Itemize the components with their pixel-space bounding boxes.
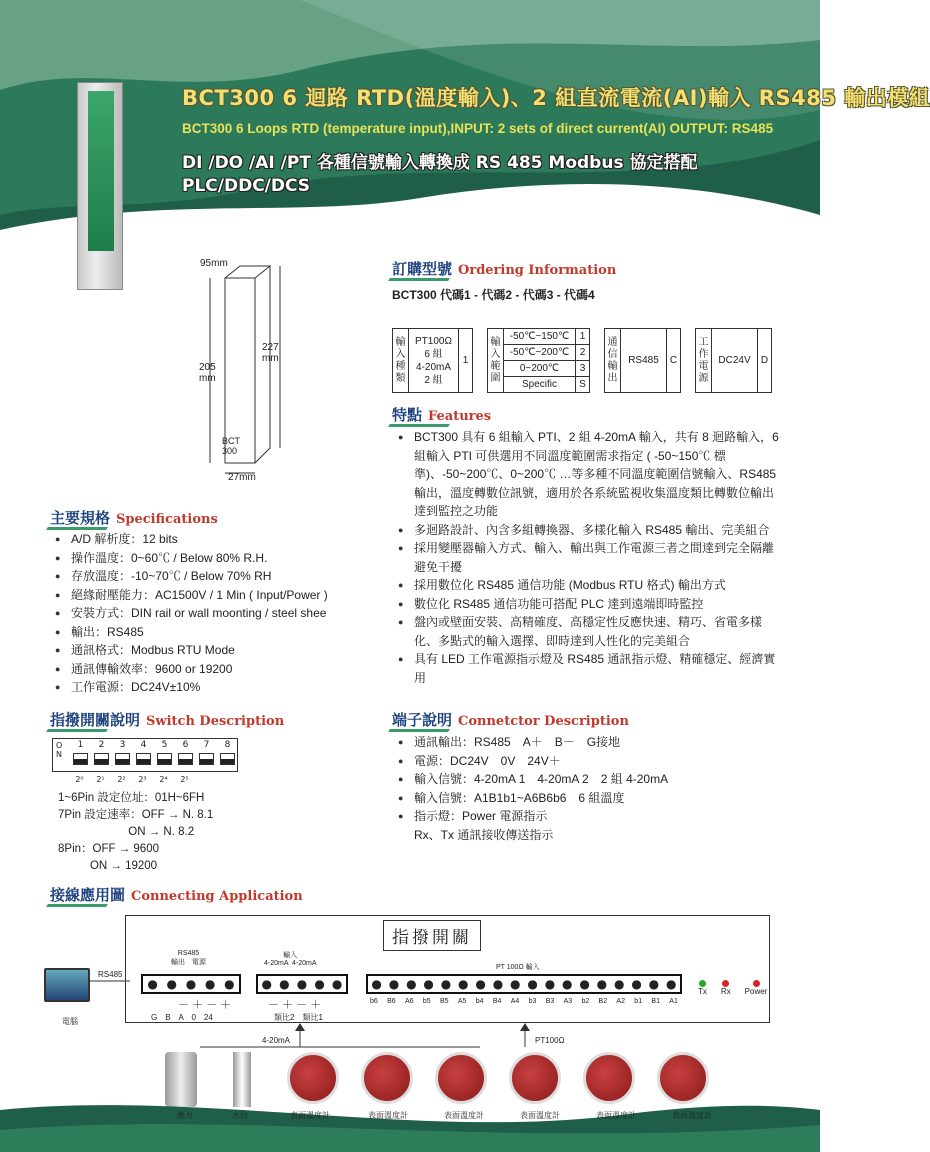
switch-heading: 指撥開關說明 Switch Description (50, 711, 285, 729)
feature-item: ● BCT300 具有 6 組輸入 PTI、2 組 4-20mA 輸入，共有 8 迴路輸入，6 組輸入 PTI 可供選用不同溫度範圍需求指定 ( -50~150℃ 標準)、-50~200℃、0~200℃ …等多種不同溫度範圍信號輸入、RS485 輸出，溫度轉數位訊號，適用於各系統監視收集溫度類比轉數位輸出達到監控之功能 (398, 428, 780, 521)
terminal-block-pt100: ● ● ● ● ● ● ● ● ● ● ● ● ● ● ● ● ● ● (366, 974, 682, 994)
spec-item: ● 通訊格式：Modbus RTU Mode (55, 641, 385, 660)
app-heading: 接線應用圖 Connecting Application (50, 886, 303, 904)
terminal-item: ● 輸入信號：A1B1b1~A6B6b6 6 組溫度 (398, 789, 778, 808)
title-en: BCT300 6 Loops RTD (temperature input),INPUT: 2 sets of direct current(AI) OUTPUT: RS485 (182, 121, 774, 136)
terminal-item: ● 指示燈：Power 電源指示 Rx、Tx 通訊接收傳送指示 (398, 807, 778, 844)
header-banner (0, 0, 930, 240)
spec-item: ● 通訊傳輸效率：9600 or 19200 (55, 660, 385, 679)
dip-weights: 2⁰ 2¹ 2² 2³ 2⁴ 2⁵ (75, 775, 189, 784)
dim-width-top: 95mm (200, 258, 228, 269)
ordering-tables (392, 328, 772, 393)
dip-numbers: 1 2 3 4 5 6 7 8 (77, 740, 231, 750)
order-group-1: 輸入種類 PT100Ω 6 組 4-20mA 2 組 1 (392, 328, 473, 393)
feature-item: ● 數位化 RS485 通信功能可搭配 PLC 達到遠端即時監控 (398, 595, 780, 614)
subtitle-2: PLC/DDC/DCS (182, 176, 311, 196)
terminal-block-rs485-power: ● ● ● ● ● (141, 974, 241, 994)
feature-item: ● 具有 LED 工作電源指示燈及 RS485 通訊指示燈、精確穩定、經濟實用 (398, 650, 780, 687)
spec-item: ● 存放溫度：-10~70℃ / Below 70% RH (55, 567, 385, 586)
product-image (77, 82, 123, 290)
dim-height-right: 227 mm (262, 342, 279, 364)
rs485-link (90, 975, 130, 987)
dip-switch: O N 1 2 3 4 5 6 7 8 (52, 738, 238, 772)
terminal-heading: 端子說明 Connetctor Description (392, 711, 629, 729)
specs-list (55, 530, 385, 697)
dim-label: BCT 300 (222, 436, 240, 456)
terminal-item: ● 電源：DC24V 0V 24V＋ (398, 752, 778, 771)
subtitle-1: DI /DO /AI /PT 各種信號輸入轉換成 RS 485 Modbus 協定搭配 (182, 153, 698, 173)
dim-height-left: 205 mm (199, 362, 216, 384)
feature-item: ● 多迴路設計、內含多組轉換器、多樣化輸入 RS485 輸出、完美組合 (398, 521, 780, 540)
dip-keys (73, 753, 235, 765)
order-group-2: 輸入範圍 -50℃~150℃ 1 -50℃~200℃ 2 0~200℃ 3 Specific S (487, 328, 590, 393)
features-heading: 特點 Features (392, 406, 492, 424)
feature-item: ● 盤內或壁面安裝、高精確度、高穩定性反應快速、精巧、省電多樣化、多點式的輸入選擇、即時達到人性化的完美組合 (398, 613, 780, 650)
header-background (0, 0, 820, 240)
order-group-4: 工作電源 DC24V D (695, 328, 772, 393)
spec-item: ● 輸出：RS485 (55, 623, 385, 642)
diagram-title: 指撥開關 (383, 920, 481, 951)
terminal-item: ● 輸入信號：4-20mA 1 4-20mA 2 2 組 4-20mA (398, 770, 778, 789)
feature-item: ● 採用變壓器輸入方式、輸入、輸出與工作電源三者之間達到完全隔離避免干擾 (398, 539, 780, 576)
spec-item: ● 操作溫度：0~60℃ / Below 80% R.H. (55, 549, 385, 568)
specs-heading: 主要規格 Specifications (50, 509, 218, 527)
wiring-diagram: 指撥開關 RS485 輸出 電源 ● ● ● ● ● － ＋ － ＋ G B A 0 24 輸入 4-20mA 4-20mA ● ● ● ● ● － ＋ － ＋ 類比2 類比1 PT 100Ω 輸入 ● ● ● ● ● ● ● ● ● ● ● ● ● ● ● ● ● ● b6 B6 A6 b5 B5 A5 b4 B4 A4 b3 B3 A3 b2 B2 A2 b1 B1 A1 Tx Rx Power (125, 915, 770, 1023)
spec-item: ● 絕緣耐壓能力：AC1500V / 1 Min ( Input/Power ) (55, 586, 385, 605)
dim-width-bottom: 27mm (228, 472, 256, 483)
terminal-item: ● 通訊輸出：RS485 A＋ B－ G接地 (398, 733, 778, 752)
pt100-pin-labels: b6 B6 A6 b5 B5 A5 b4 B4 A4 b3 B3 A3 b2 B2 A2 b1 B1 A1 (370, 998, 678, 1005)
feature-item: ● 採用數位化 RS485 通信功能 (Modbus RTU 格式) 輸出方式 (398, 576, 780, 595)
sensor-links (180, 1023, 540, 1053)
ordering-code: BCT300 代碼1 - 代碼2 - 代碼3 - 代碼4 (392, 288, 595, 302)
spec-item: ● 安裝方式：DIN rail or wall moonting / steel shee (55, 604, 385, 623)
ordering-heading: 訂購型號 Ordering Information (392, 260, 617, 278)
terminal-list (398, 733, 778, 844)
switch-description: 1~6Pin 設定位址：01H~6FH 7Pin 設定速率：OFF → N. 8.1 ON → N. 8.2 8Pin：OFF → 9600 ON → 19200 (58, 792, 214, 872)
features-list (398, 428, 780, 687)
computer-icon (44, 968, 90, 1002)
status-leds: Tx Rx Power (698, 980, 767, 996)
spec-item: ● A/D 解析度：12 bits (55, 530, 385, 549)
title-cn: BCT300 6 迴路 RTD(溫度輸入)、2 組直流電流(AI)輸入 RS485 輸出模組 (182, 86, 930, 110)
order-group-3: 通信輸出 RS485 C (604, 328, 681, 393)
sensor-labels: 壓力 水位 表面溫度計 表面溫度計 表面溫度計 表面溫度計 表面溫度計 表面溫度計 (177, 1111, 712, 1120)
spec-item: ● 工作電源：DC24V±10% (55, 678, 385, 697)
terminal-block-analog: ● ● ● ● ● (256, 974, 348, 994)
